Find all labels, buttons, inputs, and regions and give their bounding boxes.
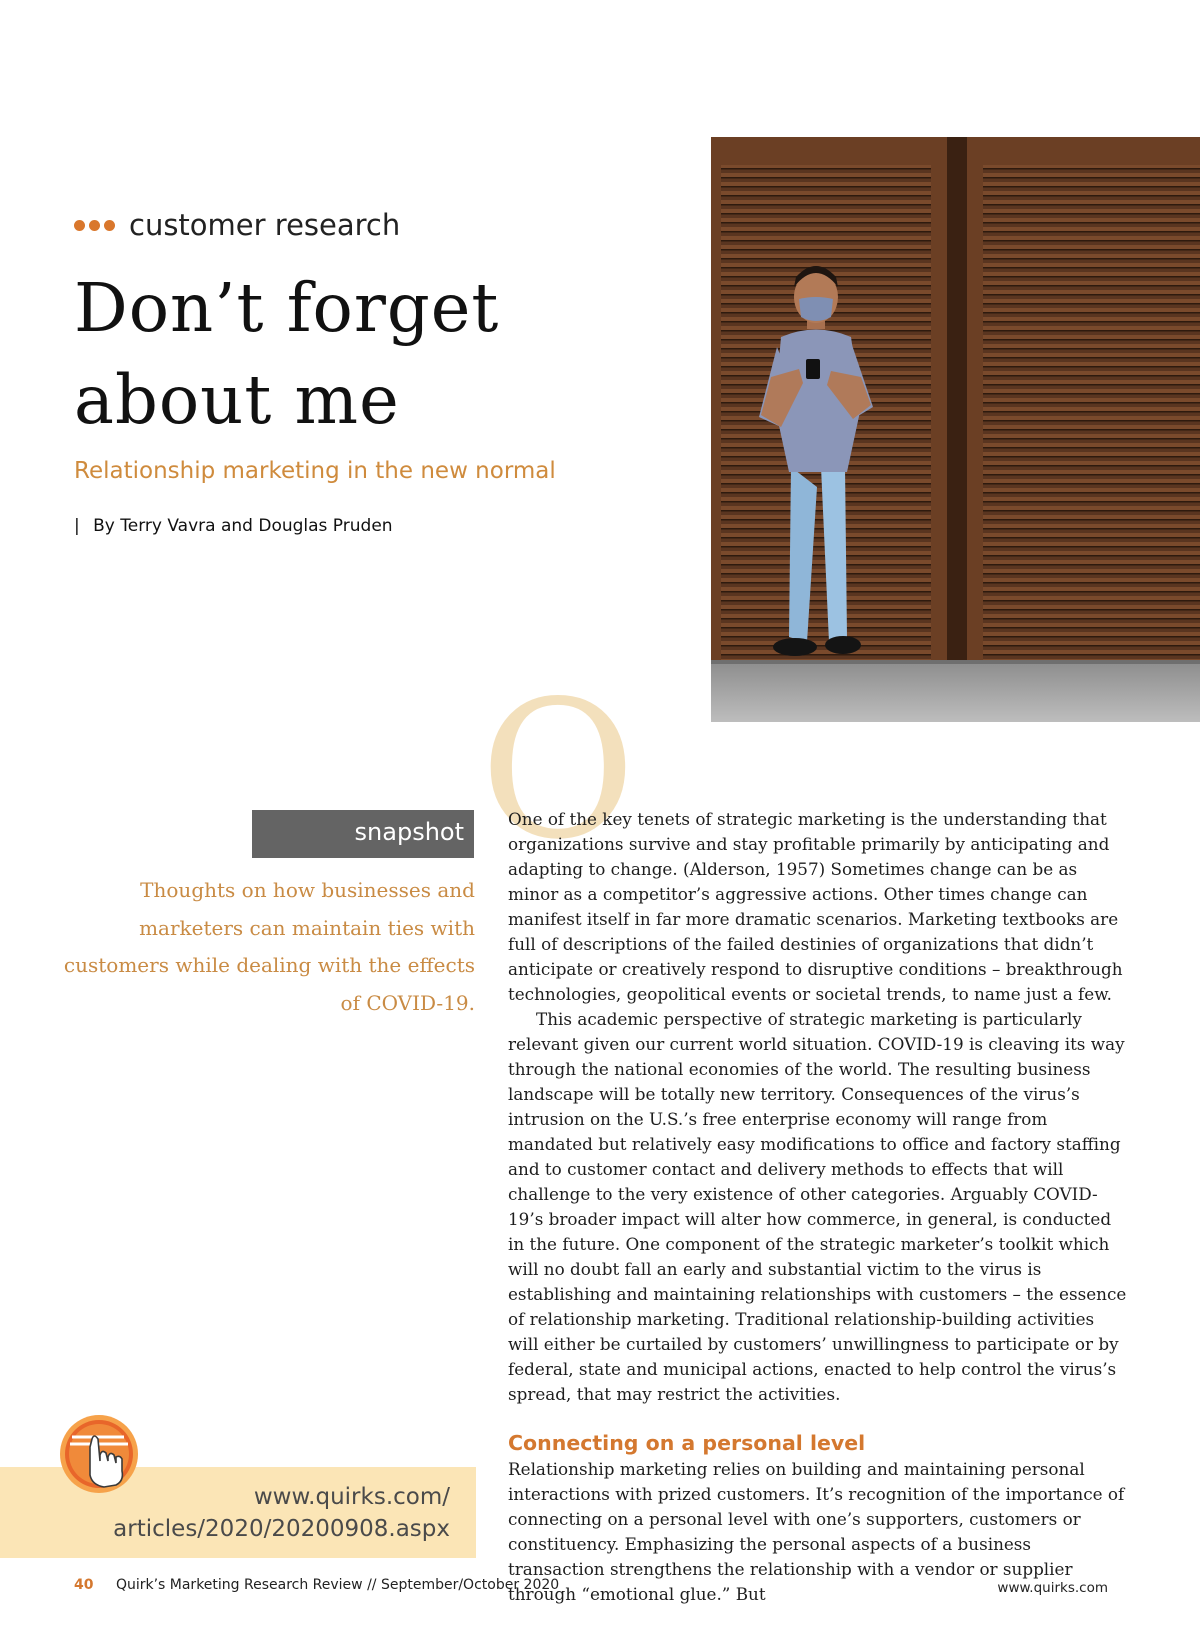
drop-cap: O	[480, 660, 636, 881]
headline-line-1: Don’t forget	[74, 269, 500, 347]
headline-line-2: about me	[74, 361, 400, 439]
snapshot-label-box	[252, 810, 474, 858]
page-number: 40	[74, 1577, 94, 1593]
article-body	[508, 807, 1128, 1607]
footer-site-link[interactable]: www.quirks.com	[997, 1580, 1108, 1596]
snapshot-label: snapshot	[354, 818, 464, 846]
body-paragraph-3: Relationship marketing relies on building and maintaining personal interactions with prized customers. It’s recognition of the importance of connecting on a personal level with one’s supporters, customers or constituency. Emphasizing the personal aspects of a business transaction strengthens the relationship with a vendor or supplier through “emotional glue.” But	[508, 1459, 1125, 1604]
snapshot-line: marketers can maintain ties with	[139, 915, 475, 940]
section-heading: Connecting on a personal level	[508, 1431, 866, 1455]
body-paragraph-2: This academic perspective of strategic marketing is particularly relevant given our current world situation. COVID-19 is cleaving its way through the national economies of the world. The resulting business landscape will be totally new territory. Consequences of the virus’s intrusion on the U.S.’s free enterprise economy will range from mandated but relatively easy modifications to office and factory staffing and to customer contact and delivery methods to effects that will challenge to the very existence of other categories. Arguably COVID-19’s broader impact will alter how commerce, in general, is conducted in the future. One component of the strategic marketer’s toolkit which will no doubt fall an early and substantial victim to the virus is establishing and maintaining relationships with customers – the essence of relationship marketing. Traditional relationship-building activities will either be curtailed by customers’ unwillingness to participate or by federal, state and municipal actions, enacted to help control the virus’s spread, that may restrict the activities.	[508, 1009, 1127, 1404]
publication-name: Quirk’s Marketing Research Review // September/October 2020	[115, 1577, 560, 1593]
byline	[74, 516, 393, 536]
hand-cursor-icon	[58, 1413, 140, 1495]
snapshot-line: Thoughts on how businesses and	[140, 878, 475, 902]
article-headline	[74, 262, 499, 446]
bullet-dots-icon	[74, 220, 115, 231]
snapshot-line: customers while dealing with the effects	[63, 953, 475, 977]
body-paragraph-1: One of the key tenets of strategic marketing is the understanding that organizations survive and stay profitable primarily by anticipating and adapting to change. (Alderson, 1957) Sometimes change can be as minor as a competitor’s aggressive actions. Other times change can manifest itself in far more dramatic scenarios. Marketing textbooks are full of descriptions of the failed destinies of organizations that didn’t anticipate or creatively respond to disruptive conditions – breakthrough technologies, geopolitical events or societal trends, to name just a few.	[508, 809, 1123, 1004]
page-footer	[74, 1577, 559, 1593]
byline-bar: |	[74, 516, 80, 536]
byline-text: By Terry Vavra and Douglas Pruden	[93, 516, 393, 536]
snapshot-summary	[60, 872, 475, 1022]
article-subhead: Relationship marketing in the new normal	[74, 458, 556, 484]
article-photo	[711, 137, 1200, 722]
section-label-text: customer research	[129, 208, 401, 242]
article-url-link[interactable]	[113, 1481, 450, 1545]
url-line-1: www.quirks.com/	[253, 1484, 450, 1510]
snapshot-line: of COVID-19.	[340, 990, 475, 1015]
url-line-2: articles/2020/20200908.aspx	[113, 1516, 450, 1542]
section-label	[74, 208, 400, 242]
